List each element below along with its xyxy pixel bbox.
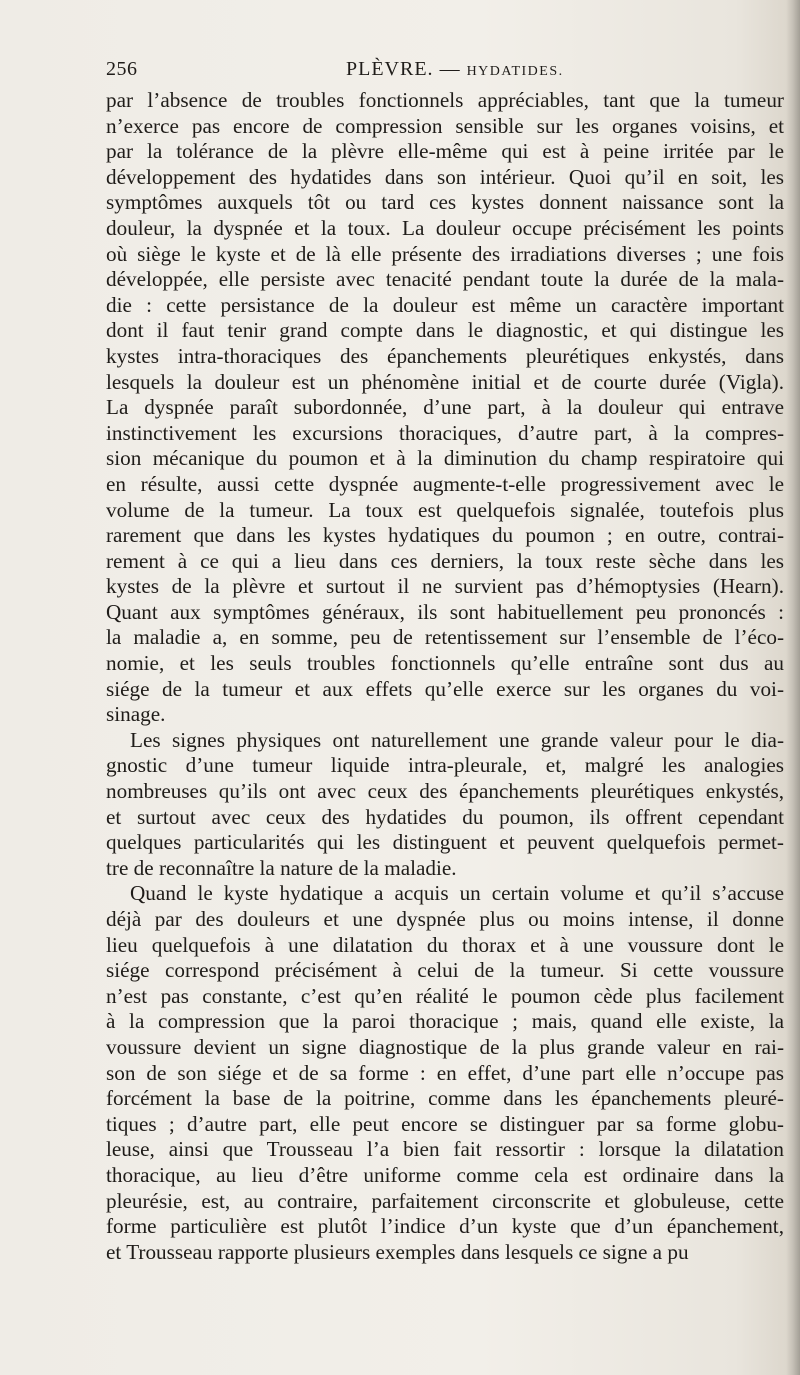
text-line: n’exerce pas encore de compression sensible sur les organes voisins, et [106,113,784,138]
text-line: La dyspnée paraît subordonnée, d’une part, à la douleur qui entrave [106,395,784,420]
text-line: leuse, ainsi que Trousseau l’a bien fait ressortir : lorsque la dilatation [106,1137,784,1162]
text-line: forcément la base de la poitrine, comme dans les épanchements pleuré- [106,1086,784,1111]
text-line: tre de reconnaître la nature de la maladie. [106,855,457,880]
chapter-title: PLÈVRE. [346,58,434,80]
paragraph [106,881,784,1265]
paragraph [106,88,784,728]
text-line: kystes de la plèvre et surtout il ne survient pas d’hémoptysies (Hearn). [106,574,784,599]
running-title [346,58,564,81]
text-line: la maladie a, en somme, peu de retentissement sur l’ensemble de l’éco- [106,625,784,650]
text-line: n’est pas constante, c’est qu’en réalité le poumon cède plus facilement [106,983,784,1008]
text-line: Quand le kyste hydatique a acquis un certain volume et qu’il s’accuse [130,881,784,906]
text-line: instinctivement les excursions thoraciques, d’autre part, à la compres- [106,420,784,445]
text-line: par la tolérance de la plèvre elle-même qui est à peine irritée par le [106,139,784,164]
text-line: rarement que dans les kystes hydatiques du poumon ; en outre, contrai- [106,523,784,548]
text-line: siége correspond précisément à celui de la tumeur. Si cette voussure [106,958,784,983]
text-line: nomie, et les seuls troubles fonctionnels qu’elle entraîne sont dus au [106,651,784,676]
text-line: voussure devient un signe diagnostique de la plus grande valeur en rai- [106,1034,784,1059]
text-line: par l’absence de troubles fonctionnels appréciables, tant que la tumeur [106,88,784,112]
text-line: symptômes auxquels tôt ou tard ces kystes donnent naissance sont la [106,190,784,215]
body-text [106,88,784,1265]
text-line: sinage. [106,702,166,727]
running-header [106,58,786,84]
text-line: siége de la tumeur et aux effets qu’elle exerce sur les organes du voi- [106,676,784,701]
text-line: rement à ce qui a lieu dans ces derniers, la toux reste sèche dans les [106,548,784,573]
page-spine-shadow [786,0,800,1375]
title-separator: — [439,58,461,80]
paragraph [106,728,784,882]
text-line: et Trousseau rapporte plusieurs exemples dans lesquels ce signe a pu [106,1239,689,1264]
text-line: quelques particularités qui les distinguent et peuvent quelquefois permet- [106,830,784,855]
text-line: dont il faut tenir grand compte dans le diagnostic, et qui distingue les [106,318,784,343]
text-line: lesquels la douleur est un phénomène initial et de courte durée (Vigla). [106,369,784,394]
text-line: développement des hydatides dans son intérieur. Quoi qu’il en soit, les [106,164,784,189]
text-line: forme particulière est plutôt l’indice d’un kyste que d’un épanchement, [106,1214,784,1239]
text-line: Les signes physiques ont naturellement une grande valeur pour le dia- [130,727,784,752]
text-line: pleurésie, est, au contraire, parfaitement circonscrite et globuleuse, cette [106,1188,784,1213]
page-number: 256 [106,58,138,80]
text-line: lieu quelquefois à une dilatation du thorax et à une voussure dont le [106,932,784,957]
text-line: où siège le kyste et de là elle présente des irradiations diverses ; une fois [106,241,784,266]
text-line: son de son siége et de sa forme : en effet, d’une part elle n’occupe pas [106,1060,784,1085]
text-line: nombreuses qu’ils ont avec ceux des épanchements pleurétiques enkystés, [106,779,784,804]
section-subtitle: HYDATIDES. [466,64,564,79]
text-line: en résulte, aussi cette dyspnée augmente-t-elle progressivement avec le [106,471,784,496]
text-line: sion mécanique du poumon et à la diminution du champ respiratoire qui [106,446,784,471]
text-line: douleur, la dyspnée et la toux. La douleur occupe précisément les points [106,215,784,240]
text-line: kystes intra-thoraciques des épanchements pleurétiques enkystés, dans [106,343,784,368]
text-line: thoracique, au lieu d’être uniforme comme cela est ordinaire dans la [106,1162,784,1187]
text-line: die : cette persistance de la douleur est même un caractère important [106,292,784,317]
text-line: Quant aux symptômes généraux, ils sont habituellement peu prononcés : [106,599,784,624]
text-line: gnostic d’une tumeur liquide intra-pleurale, et, malgré les analogies [106,753,784,778]
text-line: tiques ; d’autre part, elle peut encore se distinguer par sa forme globu- [106,1111,784,1136]
text-line: volume de la tumeur. La toux est quelquefois signalée, toutefois plus [106,497,784,522]
text-line: développée, elle persiste avec tenacité pendant toute la durée de la mala- [106,267,784,292]
text-line: et surtout avec ceux des hydatides du poumon, ils offrent cependant [106,804,784,829]
text-line: déjà par des douleurs et une dyspnée plus ou moins intense, il donne [106,907,784,931]
text-line: à la compression que la paroi thoracique ; mais, quand elle existe, la [106,1009,784,1034]
